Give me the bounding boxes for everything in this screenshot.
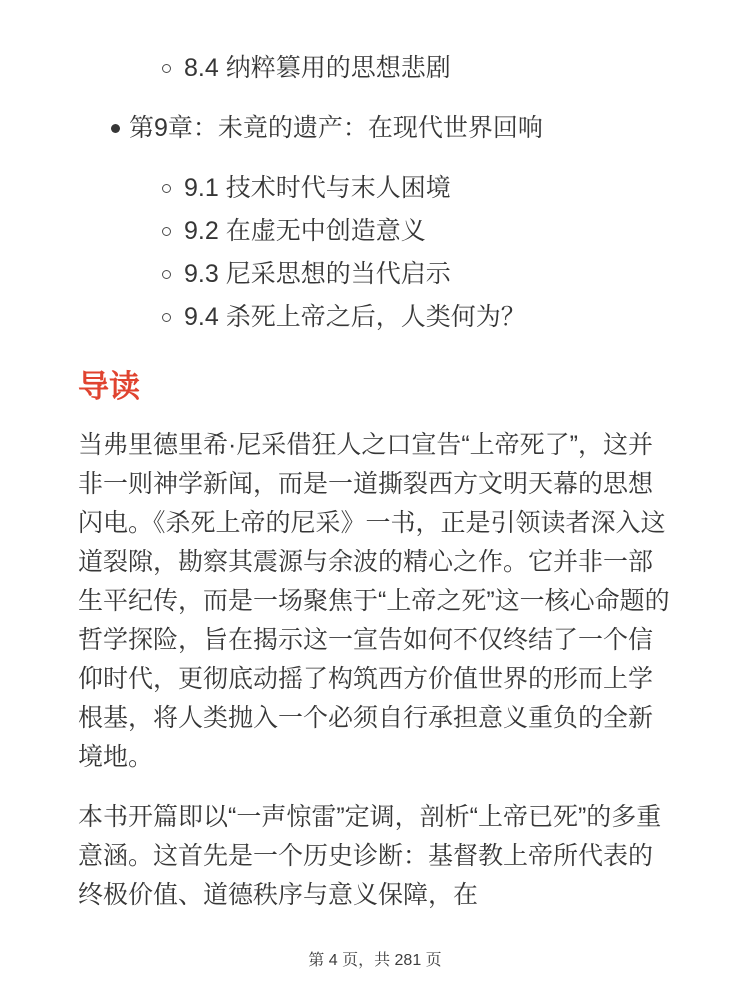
circle-bullet-icon: [162, 64, 171, 73]
page-footer: [0, 947, 750, 970]
toc-item: [78, 215, 670, 247]
circle-bullet-icon: [162, 227, 171, 236]
toc-item: [78, 172, 670, 204]
toc-item-label: 8.4 纳粹篡用的思想悲剧: [184, 54, 451, 82]
circle-bullet-icon: [162, 270, 171, 279]
circle-bullet-icon: [162, 184, 171, 193]
intro-paragraph: 当弗里德里希·尼采借狂人之口宣告“上帝死了”，这并非一则神学新闻，而是一道撕裂西方文明天幕的思想闪电。《杀死上帝的尼采》一书，正是引领读者深入这道裂隙，勘察其震源与余波的精心之作。它并非一部生平纪传，而是一场聚焦于“上帝之死”这一核心命题的哲学探险，旨在揭示这一宣告如何不仅终结了一个信仰时代，更彻底动摇了构筑西方价值世界的形而上学根基，将人类抛入一个必须自行承担意义重负的全新境地。: [78, 431, 670, 771]
toc-item-label: 9.1 技术时代与末人困境: [184, 174, 451, 202]
section-heading: 导读: [78, 369, 140, 404]
intro-paragraph: 本书开篇即以“一声惊雷”定调，剖析“上帝已死”的多重意涵。这首先是一个历史诊断：基督教上帝所代表的终极价值、道德秩序与意义保障，在: [78, 803, 662, 909]
toc-item: [78, 258, 670, 290]
toc-item-label: 9.2 在虚无中创造意义: [184, 217, 426, 245]
toc-item-label: 第9章：未竟的遗产：在现代世界回响: [129, 114, 543, 142]
toc-item-label: 9.4 杀死上帝之后，人类何为？: [184, 303, 526, 331]
page-number: 第 4 页，共 281 页: [308, 952, 442, 969]
toc-item: [78, 301, 670, 333]
disc-bullet-icon: [111, 124, 120, 133]
toc-item: [78, 52, 670, 84]
circle-bullet-icon: [162, 313, 171, 322]
table-of-contents: [78, 52, 670, 333]
toc-item-chapter: [78, 112, 670, 144]
toc-item-label: 9.3 尼采思想的当代启示: [184, 260, 451, 288]
